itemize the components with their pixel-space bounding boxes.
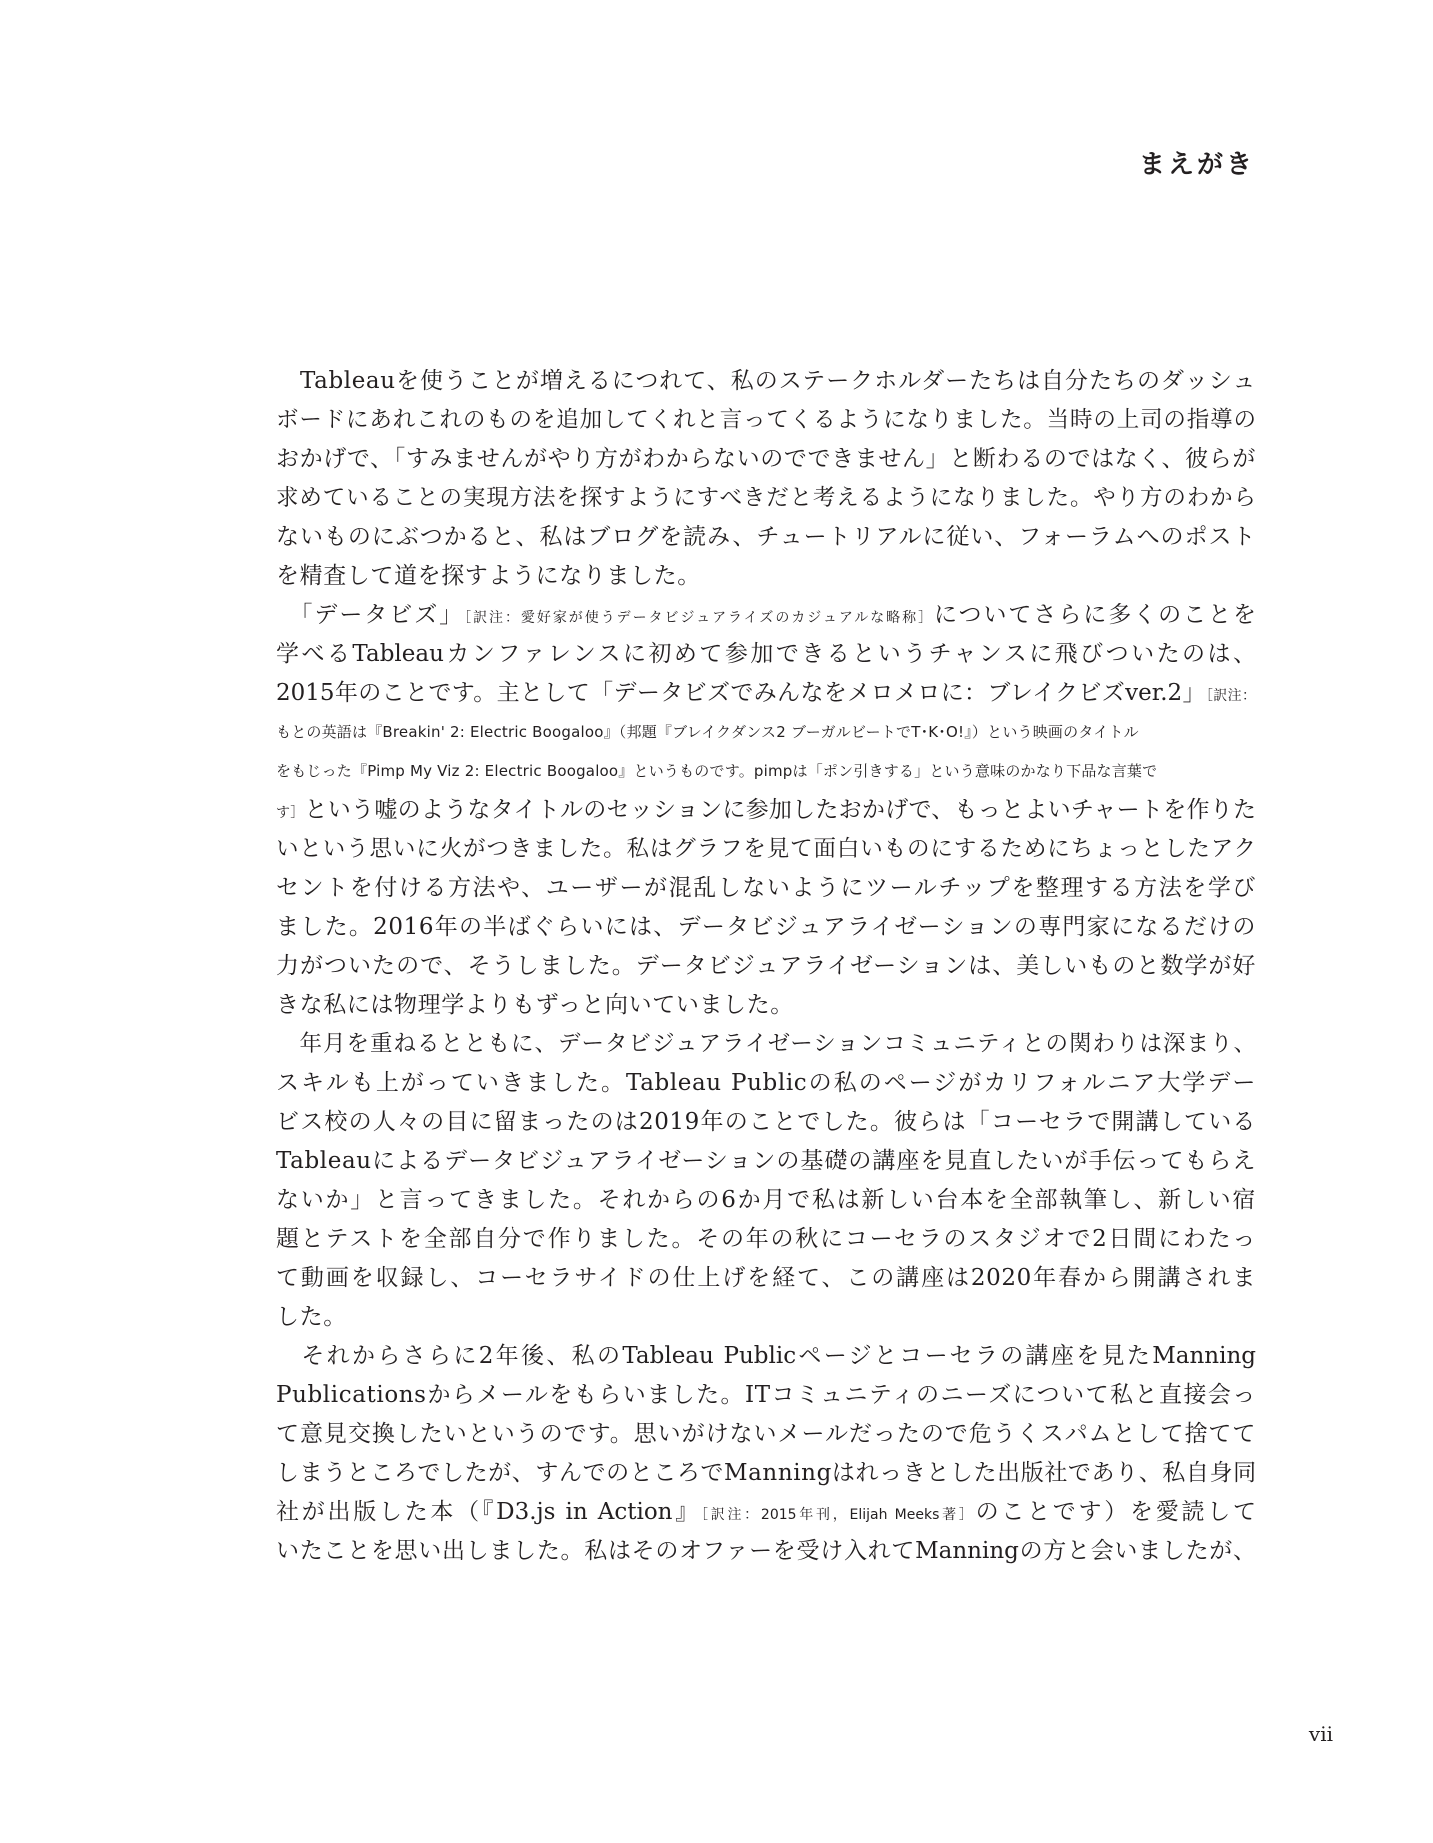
text-line — [276, 1493, 1256, 1532]
text-line: セントを付ける方法や、ユーザーが混乱しないようにツールチップを整理する方法を学び — [276, 875, 1256, 901]
text-line: Publicationsからメールをもらいました。ITコミュニティのニーズについて私と直接会っ — [276, 1382, 1256, 1408]
translator-note: す］ — [276, 805, 305, 821]
text-line — [276, 791, 1256, 830]
text-line: て意見交換したいというのです。思いがけないメールだったので危うくスパムとして捨てて — [276, 1421, 1256, 1447]
text-line: ました。2016年の半ばぐらいには、データビジュアライゼーションの専門家になるだけの — [276, 914, 1256, 940]
text-line: 求めていることの実現方法を探すようにすべきだと考えるようになりました。やり方のわから — [276, 485, 1256, 511]
text-line: ボードにあれこれのものを追加してくれと言ってくるようになりました。当時の上司の指導の — [276, 407, 1256, 433]
text-line: Tableauによるデータビジュアライゼーションの基礎の講座を見直したいが手伝ってもらえ — [276, 1148, 1256, 1174]
translator-note-line: もとの英語は『Breakin' 2: Electric Boogaloo』（邦題『ブレイクダンス2 ブーガルビートでT･K･O!』）という映画のタイトル — [276, 723, 1139, 741]
text-line — [276, 674, 1256, 713]
text-line: しまうところでしたが、すんでのところでManningはれっきとした出版社であり、私自身同 — [276, 1460, 1257, 1486]
text-line: それからさらに2年後、私のTableau Publicページとコーセラの講座を見たManning — [276, 1343, 1256, 1369]
paragraph-2 — [276, 596, 1256, 1025]
text-segment: のことです）を愛読して — [975, 1499, 1256, 1525]
chapter-heading: まえがき — [1138, 150, 1255, 180]
page-number: vii — [1308, 1722, 1333, 1746]
text-line: Tableauを使うことが増えるにつれて、私のステークホルダーたちは自分たちのダッシュ — [276, 368, 1256, 394]
translator-note: ［訳注：2015年刊，Elijah Meeks著］ — [700, 1507, 976, 1523]
body-text — [276, 362, 1256, 1571]
translator-note-line: をもじった『Pimp My Viz 2: Electric Boogaloo』というものです。pimpは「ポン引きする」という意味のかなり下品な言葉で — [276, 762, 1158, 780]
text-line — [276, 596, 1256, 635]
text-line: 力がついたので、そうしました。データビジュアライゼーションは、美しいものと数学が好 — [276, 953, 1256, 979]
translator-note: ［訳注：愛好家が使うデータビジュアライズのカジュアルな略称］ — [464, 610, 935, 626]
paragraph-4 — [276, 1337, 1256, 1571]
text-line: おかげで、「すみませんがやり方がわからないのでできません」と断わるのではなく、彼らが — [276, 446, 1256, 472]
text-line: 年月を重ねるとともに、データビジュアライゼーションコミュニティとの関わりは深まり、 — [276, 1031, 1256, 1057]
text-line: 題とテストを全部自分で作りました。その年の秋にコーセラのスタジオで2日間にわたっ — [276, 1226, 1256, 1252]
text-segment: についてさらに多くのことを — [934, 602, 1257, 628]
text-line: ないものにぶつかると、私はブログを読み、チュートリアルに従い、フォーラムへのポスト — [276, 524, 1256, 550]
text-line: した。 — [276, 1304, 347, 1330]
text-segment: という嘘のようなタイトルのセッションに参加したおかげで、もっとよいチャートを作りた — [304, 797, 1256, 823]
text-line: 学べるTableauカンファレンスに初めて参加できるというチャンスに飛びついたのは、 — [276, 641, 1256, 667]
text-line: を精査して道を探すようになりました。 — [276, 563, 701, 589]
text-line: ないか」と言ってきました。それからの6か月で私は新しい台本を全部執筆し、新しい宿 — [276, 1187, 1256, 1213]
text-line: いという思いに火がつきました。私はグラフを見て面白いものにするためにちょっとしたアク — [276, 836, 1256, 862]
text-line: て動画を収録し、コーセラサイドの仕上げを経て、この講座は2020年春から開講されま — [276, 1265, 1256, 1291]
text-line: きな私には物理学よりもずっと向いていました。 — [276, 992, 794, 1018]
text-segment: 社が出版した本（『D3.js in Action』 — [276, 1499, 701, 1525]
text-line: スキルも上がっていきました。Tableau Publicの私のページがカリフォルニア大学デー — [276, 1070, 1256, 1096]
paragraph-3 — [276, 1025, 1256, 1337]
paragraph-1 — [276, 362, 1256, 596]
text-segment: 「データビズ」 — [276, 602, 465, 628]
text-segment: 2015年のことです。主として「データビズでみんなをメロメロに：ブレイクビズver.2」 — [276, 680, 1206, 706]
translator-note: ［訳注： — [1205, 688, 1257, 704]
text-line: ビス校の人々の目に留まったのは2019年のことでした。彼らは「コーセラで開講している — [276, 1109, 1256, 1135]
text-line: いたことを思い出しました。私はそのオファーを受け入れてManningの方と会いましたが、 — [276, 1538, 1256, 1564]
